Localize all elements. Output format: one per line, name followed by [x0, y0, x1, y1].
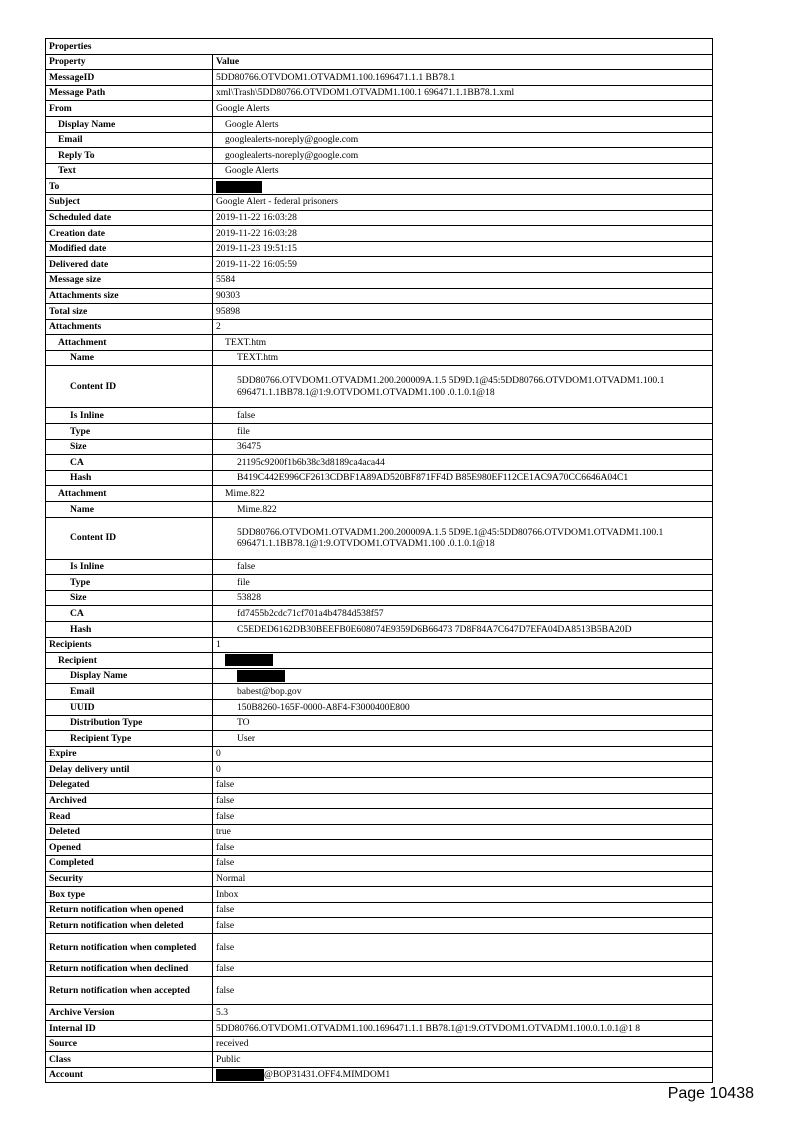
- property-label: Delegated: [46, 777, 213, 793]
- property-value: Google Alerts: [213, 101, 713, 117]
- property-value: 1: [213, 637, 713, 653]
- table-row: [46, 715, 713, 731]
- property-value: false: [213, 809, 713, 825]
- property-value: true: [213, 824, 713, 840]
- table-row: [46, 684, 713, 700]
- property-value: [213, 668, 713, 684]
- property-label: Opened: [46, 840, 213, 856]
- table-row: [46, 335, 713, 351]
- property-value: xml\Trash\5DD80766.OTVDOM1.OTVADM1.100.1 696471.1.1BB78.1.xml: [213, 85, 713, 101]
- property-value: TEXT.htm: [213, 335, 713, 351]
- property-label: Recipient: [46, 653, 213, 669]
- table-row: [46, 502, 713, 518]
- property-label: Type: [46, 575, 213, 591]
- table-row: [46, 977, 713, 1005]
- property-label: Content ID: [46, 366, 213, 408]
- table-row: [46, 668, 713, 684]
- property-value: Mime.822: [213, 486, 713, 502]
- table-row: [46, 699, 713, 715]
- property-value: received: [213, 1036, 713, 1052]
- property-value: 2019-11-22 16:03:28: [213, 226, 713, 242]
- property-label: CA: [46, 455, 213, 471]
- property-label: Message Path: [46, 85, 213, 101]
- property-value: googlealerts-noreply@google.com: [213, 132, 713, 148]
- property-value: false: [213, 793, 713, 809]
- property-label: Display Name: [46, 116, 213, 132]
- table-row: [46, 241, 713, 257]
- property-value: false: [213, 933, 713, 961]
- table-row: [46, 918, 713, 934]
- table-row: [46, 226, 713, 242]
- property-value: 0: [213, 762, 713, 778]
- table-row: [46, 350, 713, 366]
- property-value: TEXT.htm: [213, 350, 713, 366]
- property-label: Account: [46, 1067, 213, 1083]
- property-label: Email: [46, 132, 213, 148]
- table-row: [46, 210, 713, 226]
- property-label: Source: [46, 1036, 213, 1052]
- property-value: 5DD80766.OTVDOM1.OTVADM1.200.200009A.1.5 5D9D.1@45:5DD80766.OTVDOM1.OTVADM1.100.1 696471.1.1BB78.1@1:9.OTVDOM1.OTVADM1.100 .0.1.0.1@18: [213, 366, 713, 408]
- property-label: Message size: [46, 272, 213, 288]
- property-label: MessageID: [46, 70, 213, 86]
- property-label: Subject: [46, 194, 213, 210]
- property-label: Hash: [46, 622, 213, 638]
- property-label: To: [46, 179, 213, 195]
- property-label: Attachments size: [46, 288, 213, 304]
- property-label: Hash: [46, 470, 213, 486]
- property-label: Attachment: [46, 335, 213, 351]
- table-row: [46, 179, 713, 195]
- redaction-block: [216, 181, 262, 193]
- property-value: 36475: [213, 439, 713, 455]
- property-label: Archive Version: [46, 1005, 213, 1021]
- property-value: 53828: [213, 590, 713, 606]
- property-value: [213, 1067, 713, 1083]
- property-value: babest@bop.gov: [213, 684, 713, 700]
- property-label: Read: [46, 809, 213, 825]
- property-label: Type: [46, 424, 213, 440]
- property-label: Modified date: [46, 241, 213, 257]
- property-label: Delivered date: [46, 257, 213, 273]
- property-value: TO: [213, 715, 713, 731]
- page-number: Page 10438: [667, 1085, 754, 1102]
- table-row: [46, 194, 713, 210]
- table-row: [46, 1052, 713, 1068]
- redaction-block: [237, 670, 285, 682]
- property-label: Email: [46, 684, 213, 700]
- table-row: [46, 319, 713, 335]
- property-value: 21195c9200f1b6b38c3d8189ca4aca44: [213, 455, 713, 471]
- table-row: [46, 439, 713, 455]
- table-row: [46, 163, 713, 179]
- property-label: Text: [46, 163, 213, 179]
- property-value: 5.3: [213, 1005, 713, 1021]
- table-row: [46, 777, 713, 793]
- property-value: Mime.822: [213, 502, 713, 518]
- property-label: Size: [46, 590, 213, 606]
- property-label: Name: [46, 350, 213, 366]
- properties-table: [45, 38, 713, 1083]
- property-value: false: [213, 902, 713, 918]
- property-label: Archived: [46, 793, 213, 809]
- table-row: [46, 148, 713, 164]
- property-value: User: [213, 731, 713, 747]
- property-value: googlealerts-noreply@google.com: [213, 148, 713, 164]
- property-value: Normal: [213, 871, 713, 887]
- table-row: [46, 101, 713, 117]
- table-row: [46, 1067, 713, 1083]
- property-label: Creation date: [46, 226, 213, 242]
- property-value: 90303: [213, 288, 713, 304]
- property-value: Google Alert - federal prisoners: [213, 194, 713, 210]
- property-label: Distribution Type: [46, 715, 213, 731]
- table-row: [46, 257, 713, 273]
- property-label: Name: [46, 502, 213, 518]
- property-value: false: [213, 840, 713, 856]
- property-label: Size: [46, 439, 213, 455]
- property-label: Return notification when declined: [46, 961, 213, 977]
- table-row: [46, 517, 713, 559]
- table-row: [46, 653, 713, 669]
- table-row: [46, 622, 713, 638]
- property-label: CA: [46, 606, 213, 622]
- property-value: false: [213, 918, 713, 934]
- property-value: file: [213, 575, 713, 591]
- property-label: Is Inline: [46, 559, 213, 575]
- property-label: Return notification when accepted: [46, 977, 213, 1005]
- property-label: Internal ID: [46, 1021, 213, 1037]
- table-row: [46, 575, 713, 591]
- property-value: 95898: [213, 304, 713, 320]
- property-value: B419C442E996CF2613CDBF1A89AD520BF871FF4D B85E980EF112CE1AC9A70CC6646A04C1: [213, 470, 713, 486]
- property-value: false: [213, 977, 713, 1005]
- table-row: [46, 933, 713, 961]
- table-row: [46, 1021, 713, 1037]
- table-row: [46, 887, 713, 903]
- property-label: Content ID: [46, 517, 213, 559]
- table-row: [46, 746, 713, 762]
- title-row: [46, 39, 713, 55]
- table-row: [46, 606, 713, 622]
- table-row: [46, 470, 713, 486]
- property-value: Google Alerts: [213, 163, 713, 179]
- property-value: file: [213, 424, 713, 440]
- table-row: [46, 961, 713, 977]
- table-row: [46, 762, 713, 778]
- table-row: [46, 855, 713, 871]
- table-row: [46, 486, 713, 502]
- table-row: [46, 116, 713, 132]
- property-label: Class: [46, 1052, 213, 1068]
- property-label: Deleted: [46, 824, 213, 840]
- redaction-block: [225, 654, 273, 666]
- account-domain: @BOP31431.OFF4.MIMDOM1: [264, 1069, 391, 1081]
- table-row: [46, 272, 713, 288]
- table-row: [46, 424, 713, 440]
- property-label: Recipient Type: [46, 731, 213, 747]
- property-label: From: [46, 101, 213, 117]
- property-label: Scheduled date: [46, 210, 213, 226]
- property-label: Is Inline: [46, 408, 213, 424]
- property-label: Return notification when deleted: [46, 918, 213, 934]
- property-value: [213, 179, 713, 195]
- property-value: false: [213, 855, 713, 871]
- property-label: Display Name: [46, 668, 213, 684]
- property-value: 2: [213, 319, 713, 335]
- property-value: 5DD80766.OTVDOM1.OTVADM1.100.1696471.1.1 BB78.1: [213, 70, 713, 86]
- property-value: 5DD80766.OTVDOM1.OTVADM1.200.200009A.1.5 5D9E.1@45:5DD80766.OTVDOM1.OTVADM1.100.1 696471.1.1BB78.1@1:9.OTVDOM1.OTVADM1.100 .0.1.0.1@18: [213, 517, 713, 559]
- property-value: Google Alerts: [213, 116, 713, 132]
- property-label: Recipients: [46, 637, 213, 653]
- property-label: Delay delivery until: [46, 762, 213, 778]
- table-row: [46, 1005, 713, 1021]
- table-row: [46, 1036, 713, 1052]
- property-value: 2019-11-23 19:51:15: [213, 241, 713, 257]
- table-row: [46, 366, 713, 408]
- table-row: [46, 902, 713, 918]
- property-value: 150B8260-165F-0000-A8F4-F3000400E800: [213, 699, 713, 715]
- property-value: 2019-11-22 16:05:59: [213, 257, 713, 273]
- property-label: Reply To: [46, 148, 213, 164]
- property-label: UUID: [46, 699, 213, 715]
- property-label: Completed: [46, 855, 213, 871]
- property-value: 5DD80766.OTVDOM1.OTVADM1.100.1696471.1.1 BB78.1@1:9.OTVDOM1.OTVADM1.100.0.1.0.1@1 8: [213, 1021, 713, 1037]
- property-value: 2019-11-22 16:03:28: [213, 210, 713, 226]
- property-value: Public: [213, 1052, 713, 1068]
- property-label: Security: [46, 871, 213, 887]
- table-row: [46, 793, 713, 809]
- table-row: [46, 871, 713, 887]
- property-value: fd7455b2cdc71cf701a4b4784d538f57: [213, 606, 713, 622]
- property-value: 5584: [213, 272, 713, 288]
- table-row: [46, 288, 713, 304]
- property-value: C5EDED6162DB30BEEFB0E608074E9359D6B66473 7D8F84A7C647D7EFA04DA8513B5BA20D: [213, 622, 713, 638]
- property-label: Attachments: [46, 319, 213, 335]
- table-row: [46, 637, 713, 653]
- property-value: [213, 653, 713, 669]
- property-value: false: [213, 559, 713, 575]
- table-row: [46, 455, 713, 471]
- property-value: Inbox: [213, 887, 713, 903]
- redaction-block: [216, 1069, 264, 1081]
- table-row: [46, 408, 713, 424]
- property-label: Box type: [46, 887, 213, 903]
- header-row: [46, 54, 713, 70]
- table-row: [46, 559, 713, 575]
- property-value: false: [213, 408, 713, 424]
- property-value: 0: [213, 746, 713, 762]
- table-row: [46, 731, 713, 747]
- property-label: Return notification when opened: [46, 902, 213, 918]
- table-row: [46, 840, 713, 856]
- property-label: Expire: [46, 746, 213, 762]
- table-row: [46, 809, 713, 825]
- value-header: Value: [213, 54, 713, 70]
- table-row: [46, 590, 713, 606]
- property-value: false: [213, 961, 713, 977]
- table-title: Properties: [46, 39, 713, 55]
- table-row: [46, 85, 713, 101]
- property-label: Return notification when completed: [46, 933, 213, 961]
- property-value: false: [213, 777, 713, 793]
- table-row: [46, 70, 713, 86]
- table-row: [46, 304, 713, 320]
- table-row: [46, 824, 713, 840]
- property-label: Attachment: [46, 486, 213, 502]
- property-label: Total size: [46, 304, 213, 320]
- table-row: [46, 132, 713, 148]
- property-header: Property: [46, 54, 213, 70]
